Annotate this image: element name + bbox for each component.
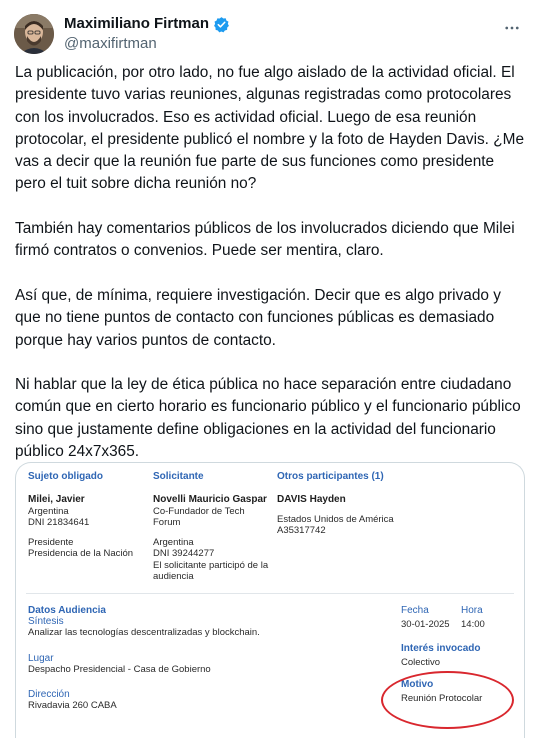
solicitante-header: Solicitante bbox=[153, 471, 204, 482]
author-handle[interactable]: @maxifirtman bbox=[64, 35, 157, 52]
ellipsis-icon bbox=[503, 19, 521, 37]
avatar-photo-icon bbox=[14, 14, 54, 54]
hora-value: 14:00 bbox=[461, 619, 485, 630]
tweet-paragraph-4: Ni hablar que la ley de ética pública no hace separación entre ciudadano común que en cierto horario es funcionario público y el funcionario público sino que justamente define obligaciones en la actividad del funcionario público 24x7x365. bbox=[15, 376, 521, 461]
solicitante-role-1: Co-Fundador de Tech bbox=[153, 505, 245, 517]
otros-name: DAVIS Hayden bbox=[277, 494, 346, 505]
hora-label: Hora bbox=[461, 605, 483, 616]
direccion-label: Dirección bbox=[28, 689, 70, 700]
author-display-name[interactable] bbox=[64, 14, 230, 34]
datos-audiencia-section bbox=[28, 605, 388, 712]
tweet-header bbox=[14, 12, 526, 56]
solicitante-note-2: audiencia bbox=[153, 571, 194, 582]
motivo-label: Motivo bbox=[401, 679, 434, 690]
sujeto-obligado-column bbox=[28, 471, 148, 560]
more-options-icon[interactable] bbox=[500, 16, 524, 40]
solicitante-dni: DNI 39244277 bbox=[153, 548, 215, 559]
solicitante-name: Novelli Mauricio Gaspar bbox=[153, 494, 267, 505]
otros-id: A35317742 bbox=[277, 525, 326, 536]
lugar-label: Lugar bbox=[28, 652, 54, 664]
sujeto-org: Presidencia de la Nación bbox=[28, 548, 134, 559]
avatar[interactable] bbox=[14, 14, 54, 54]
sujeto-name: Milei, Javier bbox=[28, 494, 85, 505]
direccion-text: Rivadavia 260 CABA bbox=[28, 700, 117, 711]
otros-country: Estados Unidos de América bbox=[277, 513, 394, 525]
motivo-value: Reunión Protocolar bbox=[401, 693, 483, 704]
author-name-text: Maximiliano Firtman bbox=[64, 15, 210, 32]
otros-header: Otros participantes (1) bbox=[277, 471, 384, 482]
interes-label: Interés invocado bbox=[401, 643, 481, 654]
card-divider bbox=[26, 593, 514, 594]
lugar-text: Despacho Presidencial - Casa de Gobierno bbox=[28, 663, 211, 675]
sujeto-header: Sujeto obligado bbox=[28, 471, 103, 482]
audiencia-header: Datos Audiencia bbox=[28, 605, 106, 616]
sujeto-role: Presidente bbox=[28, 536, 74, 548]
tweet-text bbox=[15, 62, 525, 486]
solicitante-column bbox=[153, 471, 278, 583]
hora-section bbox=[461, 605, 485, 631]
fecha-label: Fecha bbox=[401, 605, 429, 616]
fecha-section bbox=[401, 605, 450, 631]
sujeto-country: Argentina bbox=[28, 505, 69, 517]
attached-image-card[interactable] bbox=[15, 462, 525, 738]
solicitante-role-2: Forum bbox=[153, 517, 181, 528]
sujeto-dni: DNI 21834641 bbox=[28, 517, 90, 528]
sintesis-label: Síntesis bbox=[28, 616, 64, 627]
tweet-paragraph-2: También hay comentarios públicos de los involucrados diciendo que Milei firmó contratos o convenios. Puede ser mentira, claro. bbox=[15, 220, 515, 260]
otros-participantes-column bbox=[277, 471, 437, 537]
verified-badge-icon bbox=[213, 16, 230, 33]
fecha-value: 30-01-2025 bbox=[401, 619, 450, 630]
tweet-paragraph-1: La publicación, por otro lado, no fue algo aislado de la actividad oficial. El presidente tuvo varias reuniones, algunas registradas como protocolares con los involucrados. Eso es actividad oficial. Luego de esa reunión protocolar, el presidente publicó el nombre y la foto de Hayden Davis. ¿Me vas a decir que la reunión fue parte de sus funciones como presidente pero el tuit sobre dicha reunión no? bbox=[15, 64, 525, 193]
tweet-paragraph-3: Así que, de mínima, requiere investigación. Decir que es algo privado y que no tiene puntos de contacto con funciones públicas es demasiado porque hay varios puntos de contacto. bbox=[15, 286, 501, 349]
sintesis-text: Analizar las tecnologías descentralizadas y blockchain. bbox=[28, 627, 260, 638]
motivo-highlight-circle bbox=[381, 671, 514, 729]
interes-value: Colectivo bbox=[401, 657, 441, 668]
interes-section bbox=[401, 643, 480, 669]
author-names bbox=[64, 14, 230, 54]
solicitante-note-1: El solicitante participó de la bbox=[153, 559, 269, 571]
solicitante-country: Argentina bbox=[153, 536, 194, 548]
